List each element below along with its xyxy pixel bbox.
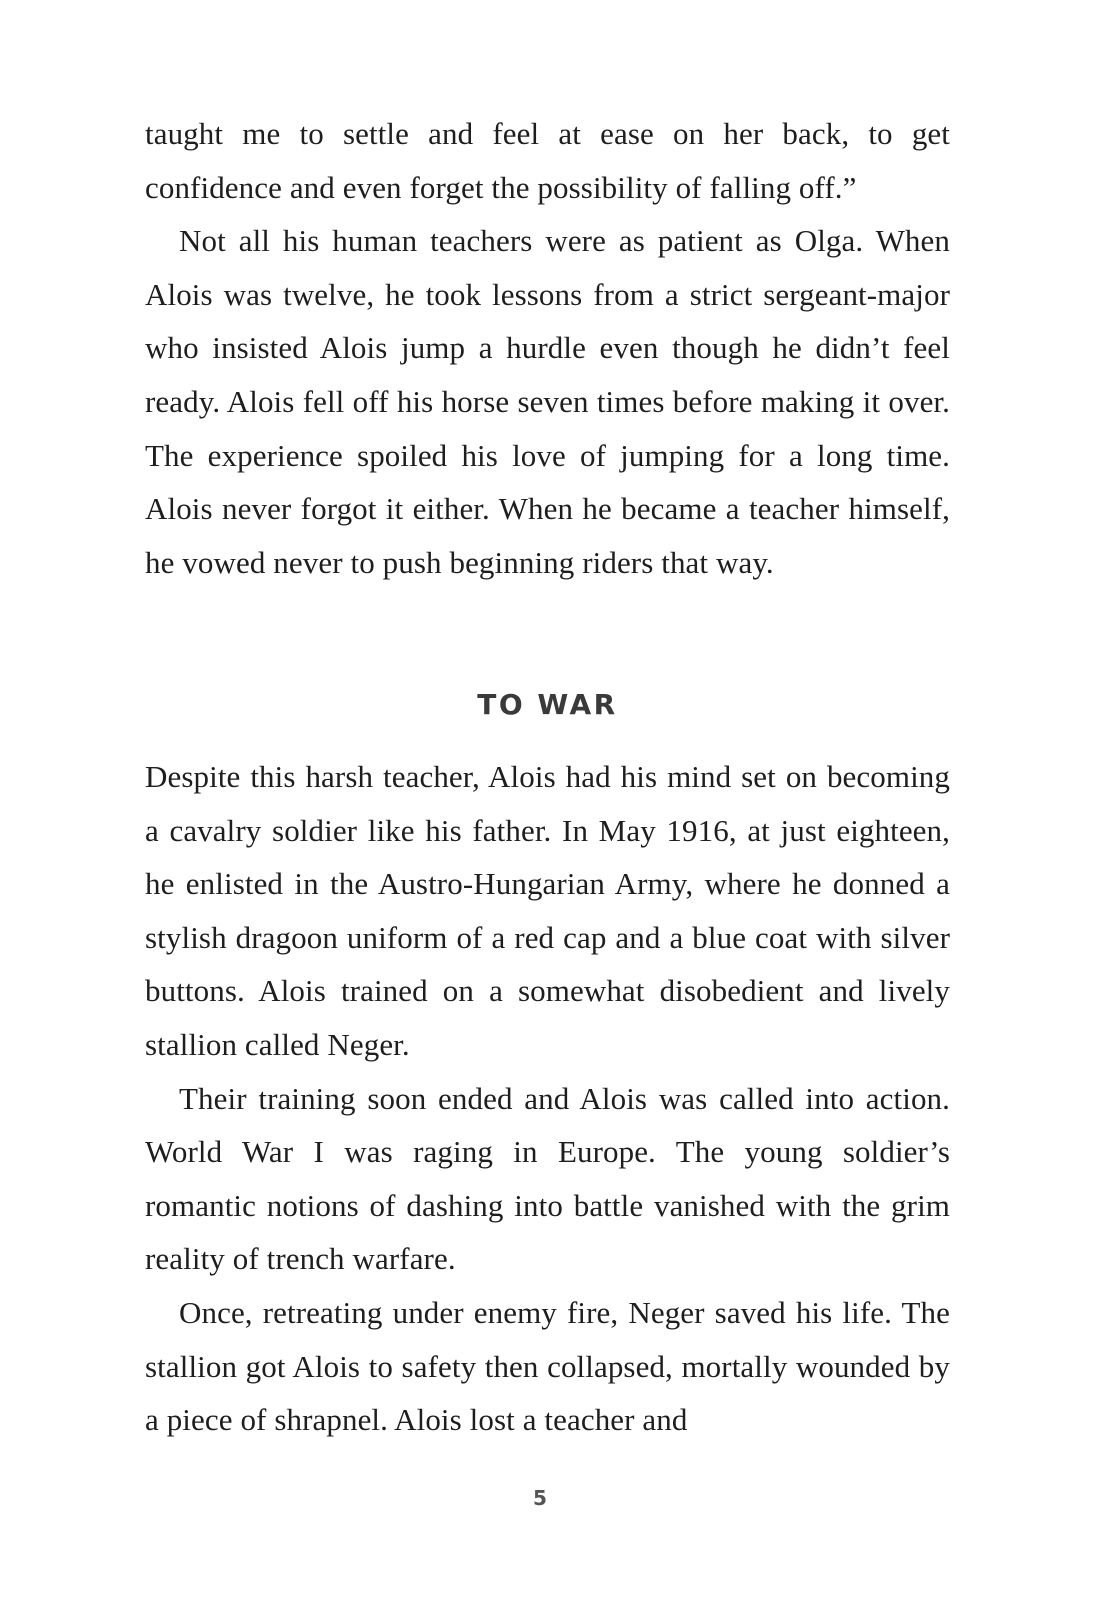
paragraph-retreat: Once, retreating under enemy fire, Neger saved his life. The stallion got Alois to safety then collapsed, mortally wounded by a piece of shrapnel. Alois lost a teacher and [145,1294,950,1438]
paragraph-continuation: taught me to settle and feel at ease on her back, to get confidence and even forget the possibility of falling off.” [145,116,950,205]
paragraph-enlistment: Despite this harsh teacher, Alois had his mind set on becoming a cavalry soldier like his father. In May 1916, at just eighteen, he enlisted in the Austro-Hungarian Army, where he donned a stylish dragoon uniform of a red cap and a blue coat with silver buttons. Alois trained on a somewhat disobedient and lively stallion called Neger. [145,759,950,1062]
section-heading: TO WAR [477,688,618,721]
paragraph-teachers: Not all his human teachers were as patient as Olga. When Alois was twelve, he took lessons from a strict sergeant-major who insisted Alois jump a hurdle even though he didn’t feel ready. Alois fell off his horse seven times before making it over. The experience spoiled his love of jumping for a long time. Alois never forgot it either. When he became a teacher himself, he vowed never to push beginning riders that way. [145,223,950,580]
paragraph-training: Their training soon ended and Alois was called into action. World War I was raging in Europe. The young soldier’s romantic notions of dashing into battle vanished with the grim reality of trench warfare. [145,1080,950,1277]
bottom-text-block [145,750,950,1447]
top-text-block [145,107,950,589]
page-number: 5 [533,1486,547,1510]
